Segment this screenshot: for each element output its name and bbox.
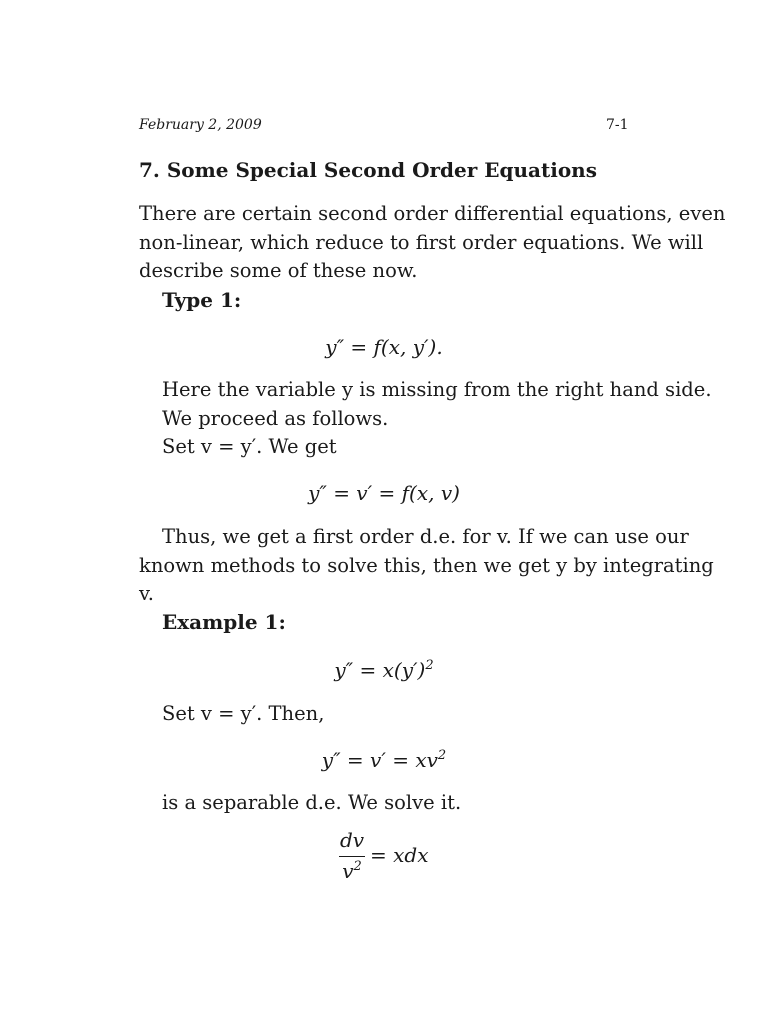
type1-text-line: We proceed as follows. [162, 406, 389, 430]
intro-paragraph [139, 200, 725, 286]
example1-equation-2-exponent: 2 [437, 748, 447, 763]
type1-text [162, 376, 712, 462]
example1-equation-2-base: y″ = v′ = xv [321, 748, 438, 772]
type1-equation: y″ = f(x, y′). [325, 335, 443, 359]
example1-label: Example 1: [162, 610, 286, 634]
intro-line: There are certain second order differential equations, even [139, 202, 726, 225]
example1-equation-exponent: 2 [425, 658, 434, 673]
intro-line: non-linear, which reduce to first order equations. We will [139, 230, 704, 254]
separable-line: is a separable d.e. We solve it. [162, 791, 462, 814]
fraction-bar [339, 856, 365, 857]
type1-text-line: Here the variable y is missing from the right hand side. [162, 378, 712, 401]
type1-equation-2: y″ = v′ = f(x, v) [308, 481, 460, 505]
fraction-denominator [339, 859, 365, 883]
intro-line: describe some of these now. [139, 259, 418, 282]
after-line: v. [139, 582, 154, 605]
type1-text-line: Set v = y′. We get [162, 435, 337, 458]
after-line: known methods to solve this, then we get y by integrating [139, 553, 714, 577]
header-date: February 2, 2009 [139, 117, 262, 133]
fraction-rhs: = xdx [370, 843, 429, 867]
example1-set-line: Set v = y′. Then, [162, 702, 325, 725]
example1-equation [0, 658, 768, 682]
fraction-equation [336, 828, 466, 884]
example1-equation-2 [0, 748, 768, 772]
after-line: Thus, we get a first order d.e. for v. If we can use our [162, 525, 689, 548]
section-title: 7. Some Special Second Order Equations [139, 158, 597, 182]
fraction-numerator: dv [340, 828, 365, 852]
example1-equation-base: y″ = x(y′) [334, 658, 426, 682]
type1-label: Type 1: [162, 288, 242, 312]
header-page-number: 7-1 [606, 117, 629, 133]
type1-after-paragraph [139, 523, 714, 609]
fraction-denominator-base: v [342, 859, 354, 883]
fraction-denominator-exponent: 2 [353, 859, 362, 874]
